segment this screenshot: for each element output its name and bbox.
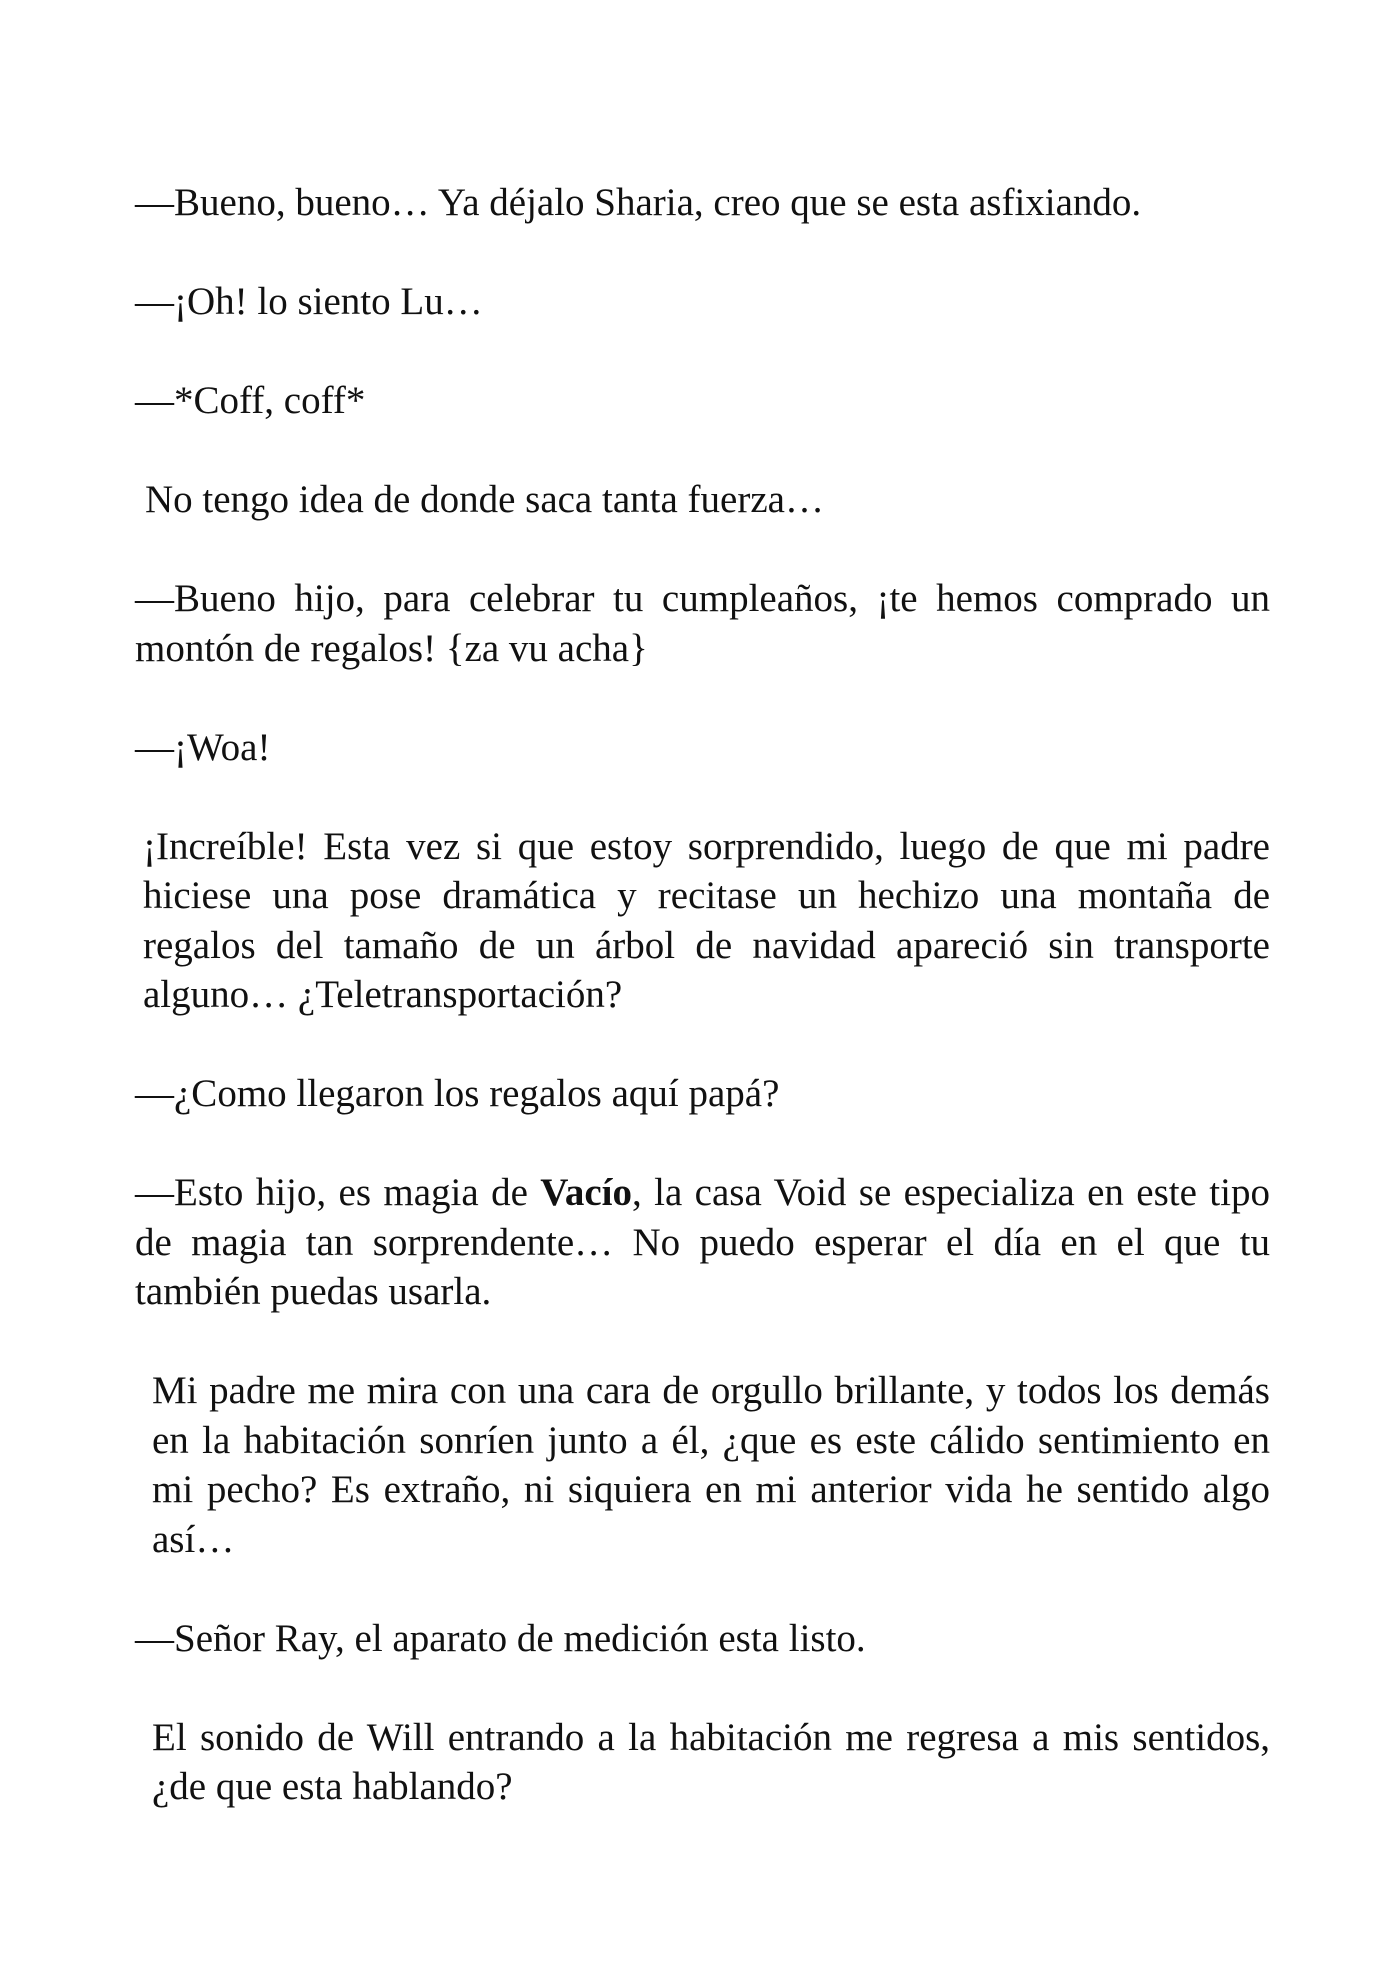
paragraph-text: —Esto hijo, es magia de xyxy=(135,1171,541,1214)
paragraph: —¿Como llegaron los regalos aquí papá? xyxy=(135,1072,780,1115)
bold-term: Vacío xyxy=(540,1171,632,1214)
document-body xyxy=(135,178,1270,1861)
paragraph: —¡Oh! lo siento Lu… xyxy=(135,280,483,323)
paragraph: —Señor Ray, el aparato de medición esta listo. xyxy=(135,1616,866,1660)
paragraph: —Bueno, bueno… Ya déjalo Sharia, creo que se esta asfixiando. xyxy=(135,181,1142,224)
paragraph: ¡Increíble! Esta vez si que estoy sorprendido, luego de que mi padre hiciese una pose dramática y recitase un hechizo una montaña de regalos del tamaño de un árbol de navidad apareció sin transporte alguno… ¿Teletransportación? xyxy=(143,824,1270,1016)
paragraph: No tengo idea de donde saca tanta fuerza… xyxy=(145,478,824,521)
paragraph xyxy=(135,1168,1270,1317)
paragraph: —Bueno hijo, para celebrar tu cumpleaños, ¡te hemos comprado un montón de regalos! {za vu acha} xyxy=(135,577,1270,670)
paragraph: —*Coff, coff* xyxy=(135,379,366,422)
paragraph: —¡Woa! xyxy=(135,725,271,769)
paragraph: El sonido de Will entrando a la habitación me regresa a mis sentidos, ¿de que esta hablando? xyxy=(152,1715,1270,1808)
paragraph: Mi padre me mira con una cara de orgullo brillante, y todos los demás en la habitación sonríen junto a él, ¿que es este cálido sentimiento en mi pecho? Es extraño, ni siquiera en mi anterior vida he sentido algo así… xyxy=(152,1369,1270,1561)
paragraph-text: , la casa Void se especializa en este tipo de magia tan sorprendente… No puedo esperar el día en el que tu también puedas usarla. xyxy=(135,1171,1270,1313)
